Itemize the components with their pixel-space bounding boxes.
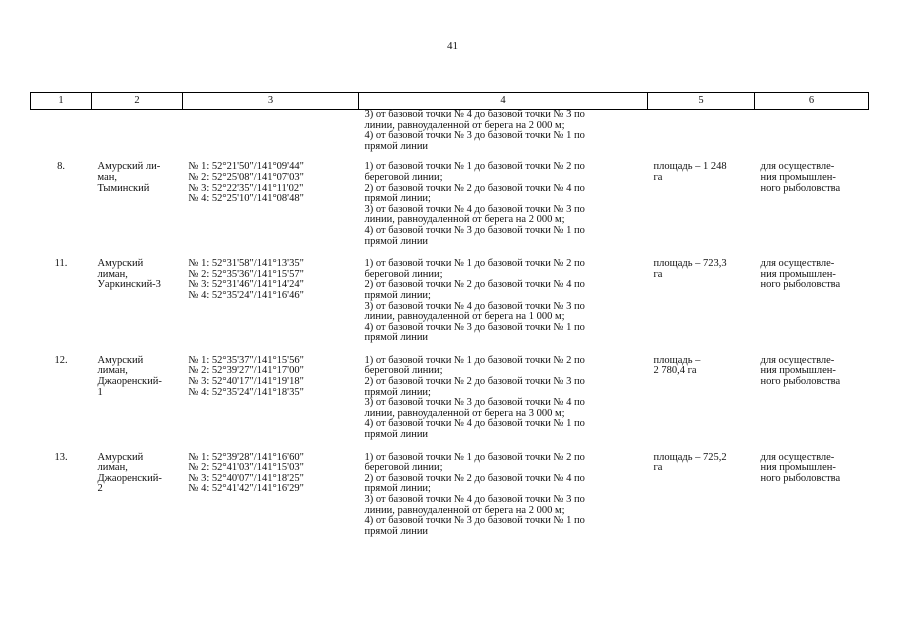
text-line: ман, xyxy=(97,171,117,183)
text-line: для осуществле- xyxy=(760,258,835,270)
text-line: 4) от базовой точки № 4 до базовой точки № 1 по xyxy=(364,418,585,430)
table-header xyxy=(31,93,869,110)
text-line: линии, равноудаленной от берега на 2 000 м; xyxy=(364,504,565,516)
text-line: 3) от базовой точки № 4 до базовой точки № 3 по xyxy=(364,109,585,120)
text-line: № 3: 52°31'46"/141°14'24" xyxy=(188,279,304,291)
text-line: Амурский ли- xyxy=(97,161,161,173)
text-line: площадь – xyxy=(653,354,701,366)
text-line: № 4: 52°41'42"/141°16'29" xyxy=(188,483,304,495)
text-line: № 1: 52°35'37"/141°15'56" xyxy=(188,354,304,366)
cell-purpose xyxy=(755,110,869,163)
text-line: № 4: 52°35'24"/141°16'46" xyxy=(188,289,304,301)
cell-coords xyxy=(183,162,359,259)
cell-purpose xyxy=(755,259,869,356)
text-line: ного рыболовства xyxy=(760,182,841,194)
cell-name xyxy=(92,356,183,453)
table-row xyxy=(31,162,869,259)
text-line: га xyxy=(653,268,663,280)
text-line: прямой линии; xyxy=(364,483,431,495)
text-line: 2) от базовой точки № 2 до базовой точки № 4 по xyxy=(364,472,585,484)
cell-description xyxy=(359,453,648,550)
text-line: 2) от базовой точки № 2 до базовой точки № 4 по xyxy=(364,279,585,291)
text-line: 2 xyxy=(97,483,103,495)
column-header-2: 2 xyxy=(92,93,183,110)
text-line: ния промышлен- xyxy=(760,268,836,280)
text-line: прямой линии; xyxy=(364,386,431,398)
text-line: 1) от базовой точки № 1 до базовой точки № 2 по xyxy=(364,354,585,366)
cell-name xyxy=(92,259,183,356)
text-line: № 4: 52°25'10"/141°08'48" xyxy=(188,193,304,205)
text-line: лиман, xyxy=(97,462,128,474)
text-line: ния промышлен- xyxy=(760,462,836,474)
text-line: прямой линии; xyxy=(364,289,431,301)
text-line: береговой линии; xyxy=(364,171,443,183)
text-line: линии, равноудаленной от берега на 1 000 м; xyxy=(364,311,565,323)
text-line: прямой линии xyxy=(364,525,429,537)
cell-number: 8. xyxy=(57,161,65,173)
text-line: линии, равноудаленной от берега на 3 000 м; xyxy=(364,407,565,419)
text-line: № 4: 52°35'24"/141°18'35" xyxy=(188,386,304,398)
text-line: га xyxy=(653,462,663,474)
text-line: 2) от базовой точки № 2 до базовой точки № 4 по xyxy=(364,182,585,194)
text-line: 3) от базовой точки № 3 до базовой точки № 4 по xyxy=(364,397,585,409)
text-line: 4) от базовой точки № 3 до базовой точки № 1 по xyxy=(364,130,585,142)
text-line: для осуществле- xyxy=(760,161,835,173)
column-header-3: 3 xyxy=(183,93,359,110)
text-line: ного рыболовства xyxy=(760,472,841,484)
text-line: ного рыболовства xyxy=(760,376,841,388)
cell-description xyxy=(359,162,648,259)
table-row xyxy=(31,356,869,453)
text-line: Тыминский xyxy=(97,182,150,194)
text-line: 3) от базовой точки № 4 до базовой точки № 3 по xyxy=(364,203,585,215)
continuation-row xyxy=(31,110,869,163)
text-line: Амурский xyxy=(97,451,144,463)
column-header-6: 6 xyxy=(755,93,869,110)
cell-number: 13. xyxy=(54,451,68,463)
text-line: 4) от базовой точки № 3 до базовой точки № 1 по xyxy=(364,321,585,333)
table-body xyxy=(31,110,869,550)
cell-coords xyxy=(183,453,359,550)
text-line: линии, равноудаленной от берега на 2 000 м; xyxy=(364,119,565,131)
text-line: № 3: 52°40'17"/141°19'18" xyxy=(188,376,304,388)
text-line: № 2: 52°39'27"/141°17'00" xyxy=(188,365,304,377)
cell-purpose xyxy=(755,453,869,550)
text-line: береговой линии; xyxy=(364,462,443,474)
text-line: 1 xyxy=(97,386,103,398)
cell-number: 11. xyxy=(54,258,68,270)
text-line: 2) от базовой точки № 2 до базовой точки № 3 по xyxy=(364,376,585,388)
cell-description xyxy=(359,259,648,356)
text-line: прямой линии xyxy=(364,332,429,344)
text-line: прямой линии xyxy=(364,235,429,247)
cell-description xyxy=(359,110,648,163)
cell-area xyxy=(648,453,755,550)
text-line: прямой линии xyxy=(364,140,429,152)
text-line: Уаркинский-3 xyxy=(97,279,161,291)
table-row xyxy=(31,453,869,550)
text-line: Джаоренский- xyxy=(97,376,162,388)
cell-description xyxy=(359,356,648,453)
text-line: № 2: 52°25'08"/141°07'03" xyxy=(188,171,304,183)
text-line: Амурский xyxy=(97,258,144,270)
text-line: площадь – 723,3 xyxy=(653,258,727,270)
text-line: № 1: 52°39'28"/141°16'60" xyxy=(188,451,304,463)
cell-area xyxy=(648,259,755,356)
text-line: 3) от базовой точки № 4 до базовой точки № 3 по xyxy=(364,300,585,312)
cell-name xyxy=(92,110,183,163)
cell-purpose xyxy=(755,356,869,453)
table-row xyxy=(31,259,869,356)
text-line: для осуществле- xyxy=(760,451,835,463)
cell-area xyxy=(648,162,755,259)
column-header-1: 1 xyxy=(31,93,92,110)
cell-name xyxy=(92,453,183,550)
text-line: № 2: 52°35'36"/141°15'57" xyxy=(188,268,304,280)
cell-area xyxy=(648,356,755,453)
text-line: № 3: 52°22'35"/141°11'02" xyxy=(188,182,304,194)
text-line: № 2: 52°41'03"/141°15'03" xyxy=(188,462,304,474)
text-line: ного рыболовства xyxy=(760,279,841,291)
cell-name xyxy=(92,162,183,259)
cell-coords xyxy=(183,110,359,163)
text-line: № 1: 52°31'58"/141°13'35" xyxy=(188,258,304,270)
text-line: Джаоренский- xyxy=(97,472,162,484)
column-header-4: 4 xyxy=(359,93,648,110)
cell-purpose xyxy=(755,162,869,259)
text-line: береговой линии; xyxy=(364,268,443,280)
text-line: лиман, xyxy=(97,365,128,377)
text-line: 2 780,4 га xyxy=(653,365,697,377)
cell-coords xyxy=(183,259,359,356)
text-line: № 1: 52°21'50"/141°09'44" xyxy=(188,161,304,173)
text-line: прямой линии xyxy=(364,429,429,441)
text-line: линии, равноудаленной от берега на 2 000 м; xyxy=(364,214,565,226)
header-row xyxy=(31,93,869,110)
text-line: площадь – 725,2 xyxy=(653,451,727,463)
text-line: 4) от базовой точки № 3 до базовой точки № 1 по xyxy=(364,515,585,527)
column-header-5: 5 xyxy=(648,93,755,110)
cell-coords xyxy=(183,356,359,453)
cell-number: 12. xyxy=(54,354,68,366)
fishing-areas-table xyxy=(30,92,869,549)
text-line: 4) от базовой точки № 3 до базовой точки № 1 по xyxy=(364,224,585,236)
text-line: ния промышлен- xyxy=(760,171,836,183)
text-line: 1) от базовой точки № 1 до базовой точки № 2 по xyxy=(364,451,585,463)
cell-number xyxy=(31,110,92,163)
page-number: 41 xyxy=(447,40,458,52)
text-line: для осуществле- xyxy=(760,354,835,366)
text-line: 1) от базовой точки № 1 до базовой точки № 2 по xyxy=(364,258,585,270)
text-line: № 3: 52°40'07"/141°18'25" xyxy=(188,472,304,484)
text-line: береговой линии; xyxy=(364,365,443,377)
cell-area xyxy=(648,110,755,163)
text-line: га xyxy=(653,171,663,183)
text-line: прямой линии; xyxy=(364,193,431,205)
text-line: лиман, xyxy=(97,268,128,280)
text-line: 3) от базовой точки № 4 до базовой точки № 3 по xyxy=(364,494,585,505)
text-line: 1) от базовой точки № 1 до базовой точки № 2 по xyxy=(364,161,585,173)
text-line: Амурский xyxy=(97,354,144,366)
text-line: площадь – 1 248 xyxy=(653,161,727,173)
text-line: ния промышлен- xyxy=(760,365,836,377)
